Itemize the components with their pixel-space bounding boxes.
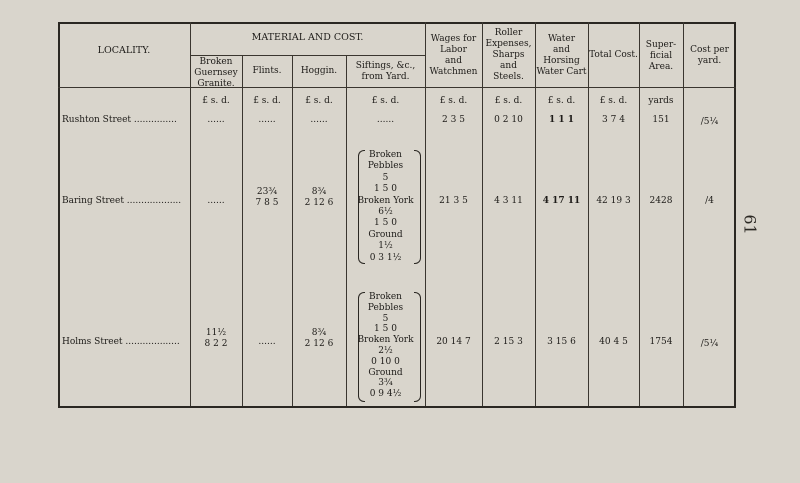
header-wages: Wages for Labor and Watchmen [429,34,478,77]
header-rule [58,87,736,88]
cell-area: 151 [652,115,670,125]
cell-roller: 2 15 3 [494,337,523,347]
unit-hoggin: £ s. d. [305,96,333,106]
row-locality-rushton-street: Rushton Street ............... [62,115,177,125]
unit-flints: £ s. d. [253,96,281,106]
column-rule [683,22,684,408]
unit-total: £ s. d. [599,96,628,106]
cell-siftings: Broken Pebbles 5 1 5 0 Broken York 6½ 1 5 0 Ground 1½ 0 3 1½ [357,150,414,263]
row-locality-baring-street: Baring Street ................... [62,196,182,206]
header-water-and-horsing: Water and Horsing Water Cart [536,34,587,77]
cell-cost-per-yard: /4 [705,196,714,206]
column-rule [639,22,640,408]
unit-siftings: £ s. d. [371,96,400,106]
column-rule [242,55,243,408]
column-rule [588,22,589,408]
cell-flints: 23¾ 7 8 5 [255,187,279,208]
header-cost-per-yard: Cost per yard. [690,45,729,66]
header-total-cost: Total Cost. [589,50,638,60]
unit-wages: £ s. d. [439,96,468,106]
header-locality: LOCALITY. [97,45,151,56]
cell-cost-per-yard: /5¼ [700,117,719,127]
unit-water: £ s. d. [547,96,576,106]
cell-wages: 20 14 7 [436,337,471,347]
unit-area: yards [648,96,674,106]
cell-area: 2428 [649,196,673,206]
cell-total: 40 4 5 [599,337,628,347]
cell-area: 1754 [649,337,673,347]
cell-wages: 21 3 5 [439,196,468,206]
cell-granite: ...... [207,196,225,206]
column-rule [425,22,426,408]
cell-siftings: Broken Pebbles 5 1 5 0 Broken York 2½ 0 10 0 Ground 3¾ 0 9 4½ [357,292,414,400]
cell-hoggin: 8¾ 2 12 6 [304,328,334,349]
cell-water: 4 17 11 [542,196,581,206]
cell-cost-per-yard: /5¼ [700,339,719,349]
cell-water: 3 15 6 [547,337,576,347]
table-bottom-rule [58,406,736,408]
header-broken-guernsey-granite: Broken Guernsey Granite. [194,57,238,89]
header-roller-expenses: Roller Expenses, Sharps and Steels. [485,28,532,82]
cell-flints: ...... [258,115,276,125]
cell-wages: 2 3 5 [442,115,465,125]
cell-total: 42 19 3 [596,196,631,206]
unit-granite: £ s. d. [202,96,230,106]
header-hoggin: Hoggin. [300,66,338,76]
header-superficial-area: Super- ficial Area. [645,40,677,72]
cell-siftings: ...... [376,115,395,125]
cell-roller: 4 3 11 [494,196,523,206]
cell-granite: ...... [207,115,225,125]
header-material-and-cost: MATERIAL AND COST. [251,32,364,43]
cell-flints: ...... [258,337,276,347]
unit-roller: £ s. d. [494,96,523,106]
column-rule [292,55,293,408]
cell-hoggin: 8¾ 2 12 6 [304,187,334,208]
header-flints: Flints. [252,66,282,76]
cell-granite: 11½ 8 2 2 [204,328,228,349]
header-siftings: Siftings, &c., from Yard. [355,61,416,82]
row-locality-holms-street: Holms Street ................... [62,337,180,347]
column-rule [535,22,536,408]
header-rule [190,55,425,56]
page-number: 61 [740,214,760,235]
cell-total: 3 7 4 [602,115,625,125]
cell-water: 1 1 1 [548,115,575,125]
cell-roller: 0 2 10 [494,115,523,125]
cell-hoggin: ...... [310,115,328,125]
